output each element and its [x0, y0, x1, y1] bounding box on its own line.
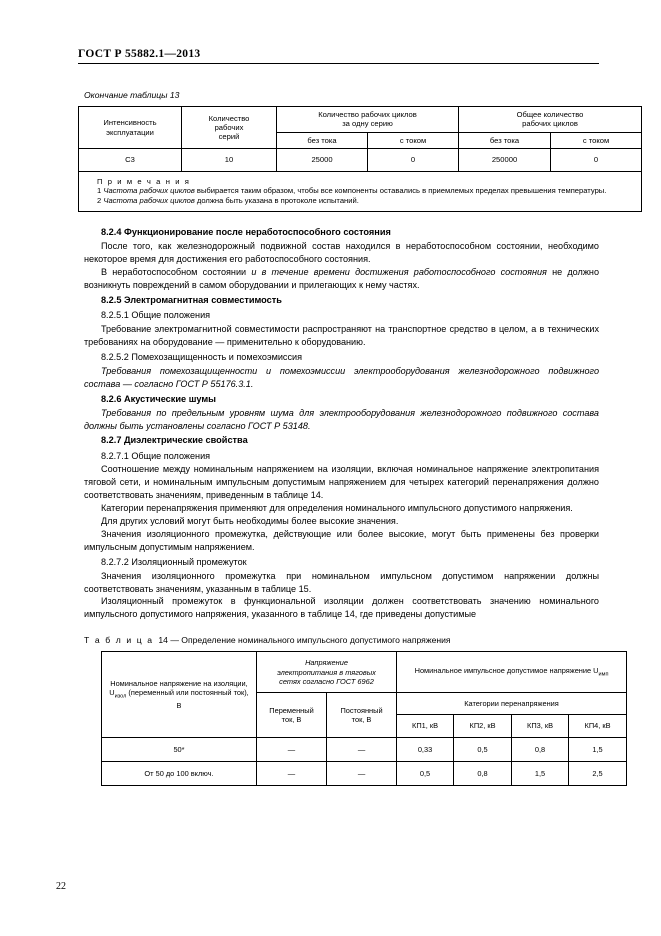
table14-header-nominal-voltage: Номинальное напряжение на изоляции, $U_{изол}$ (переменный или постоянный ток), В: [102, 652, 257, 737]
table14-cell: От 50 до 100 включ.: [102, 761, 257, 785]
table13-subheader-current-1: с током: [368, 132, 459, 148]
heading-8-2-4: 8.2.4 Функционирование после неработоспособного состояния: [101, 227, 391, 238]
table-row: [79, 107, 642, 133]
table13-notes-title: П р и м е ч а н и я: [97, 176, 191, 186]
table13-cell: 25000: [277, 149, 368, 171]
paragraph: Требование электромагнитной совместимости распространяют на транспортное средство в целом, а в технических требованиях на оборудование — применительно к оборудованию.: [84, 324, 599, 347]
paragraph-part: не должно возникнуть повреждений в самом оборудовании и прилегающих к нему частях.: [84, 267, 600, 291]
table14-header-kp3: КП3, кВ: [512, 715, 569, 737]
table14-header-ac: Переменный ток, В: [257, 693, 327, 738]
table14-header-kp4: КП4, кВ: [569, 715, 627, 737]
paragraph: Требования помехозащищенности и помехоэмиссии электрооборудования железнодорожного подвижного состава — согласно ГОСТ Р 55176.3.1.: [84, 365, 599, 389]
table-13: [78, 106, 642, 212]
table14-cell: —: [257, 761, 327, 785]
heading-8-2-5-2: 8.2.5.2 Помехозащищенность и помехоэмиссия: [101, 351, 303, 362]
table14-cell: 2,5: [569, 761, 627, 785]
table13-caption: Окончание таблицы 13: [84, 90, 180, 100]
table14-caption-label: Т а б л и ц а: [84, 635, 154, 646]
table14-header-dc: Постоянный ток, В: [327, 693, 397, 738]
table14-header-kp2: КП2, кВ: [454, 715, 512, 737]
table14-caption-text: — Определение номинального импульсного допустимого напряжения: [170, 635, 451, 646]
table13-header-intensity: Интенсивность эксплуатации: [79, 107, 182, 149]
table14-header-impulse-voltage: Номинальное импульсное допустимое напряжение $U_{имп}$: [397, 652, 627, 693]
heading-8-2-5-1: 8.2.5.1 Общие положения: [101, 310, 211, 321]
table13-header-series: Количество рабочих серий: [182, 107, 277, 149]
page-number: 22: [56, 881, 66, 892]
heading-8-2-7: 8.2.7 Диэлектрические свойства: [101, 435, 248, 446]
table14-cell: 50*: [102, 737, 257, 761]
heading-8-2-5: 8.2.5 Электромагнитная совместимость: [101, 295, 282, 306]
table13-note-item: 1 Частота рабочих циклов выбирается таким образом, чтобы все компоненты оставались в приемлемых пределах превышения температуры.: [97, 186, 607, 196]
paragraph: Требования по предельным уровням шума для электрооборудования железнодорожного подвижного состава должны быть установлены согласно ГОСТ Р 53148.: [84, 407, 599, 431]
table14-cell: 0,8: [512, 737, 569, 761]
table13-notes: [79, 171, 642, 211]
paragraph: Соотношение между номинальным напряжением на изоляции, включая номинальное напряжение электропитания тяговой сети, и номинальным импульсным допустимым напряжением для четырех категорий перенапряжения должно соответствовать значениям, приведенным в таблице 14.: [84, 464, 599, 501]
paragraph: Значения изоляционного промежутка при номинальном импульсном допустимом напряжении должны соответствовать значениям, указанным в таблице 15.: [84, 570, 599, 594]
table-row: [102, 737, 627, 761]
table-row: [102, 652, 627, 693]
table-row: [79, 149, 642, 171]
table13-cell: 250000: [459, 149, 551, 171]
table-row: [79, 171, 642, 211]
page-header: ГОСТ Р 55882.1—2013: [78, 48, 599, 64]
table13-subheader-no-current-2: без тока: [459, 132, 551, 148]
table14-cell: 0,8: [454, 761, 512, 785]
heading-8-2-6: 8.2.6 Акустические шумы: [101, 393, 216, 404]
paragraph: [84, 266, 599, 292]
paragraph-part: В неработоспособном состоянии: [101, 267, 252, 278]
table14-header-supply-voltage: Напряжение электропитания в тяговых сетях согласно ГОСТ 6962: [257, 652, 397, 693]
table13-cell: 0: [368, 149, 459, 171]
table13-cell: 10: [182, 149, 277, 171]
section-8-2-4: [84, 226, 599, 621]
table13-cell: 0: [551, 149, 642, 171]
table14-cell: 1,5: [512, 761, 569, 785]
table13-subheader-no-current-1: без тока: [277, 132, 368, 148]
table14-cell: 0,5: [397, 761, 454, 785]
table13-subheader-current-2: с током: [551, 132, 642, 148]
table-14: [101, 651, 627, 786]
table13-cell: C3: [79, 149, 182, 171]
table14-cell: —: [327, 737, 397, 761]
table14-cell: —: [257, 737, 327, 761]
paragraph-part-italic: и в течение времени достижения работоспособного состояния: [251, 267, 547, 278]
table14-header-overvoltage-categories: Категории перенапряжения: [397, 693, 627, 715]
paragraph: Категории перенапряжения применяют для определения номинального импульсного допустимого напряжения.: [101, 503, 573, 514]
paragraph: После того, как железнодорожный подвижной состав находился в неработоспособном состоянии, необходимо некоторое время для достижения его работоспособного состояния.: [84, 241, 599, 265]
table14-cell: 1,5: [569, 737, 627, 761]
table14-cell: —: [327, 761, 397, 785]
table14-caption: [84, 635, 605, 645]
table14-cell: 0,5: [454, 737, 512, 761]
table13-header-cycles-per-series: Количество рабочих циклов за одну серию: [277, 107, 459, 133]
table14-cell: 0,33: [397, 737, 454, 761]
paragraph: Изоляционный промежуток в функциональной изоляции должен соответствовать значению номинального импульсного допустимого напряжения, указанного в таблице 14, где приведены допустимые: [84, 596, 599, 620]
paragraph: Для других условий могут быть необходимы более высокие значения.: [101, 516, 399, 527]
paragraph: Значения изоляционного промежутка, действующие или более высокие, могут быть применены без проверки импульсным допустимым напряжением.: [84, 528, 599, 552]
table14-header-kp1: КП1, кВ: [397, 715, 454, 737]
table13-header-total-cycles: Общее количество рабочих циклов: [459, 107, 642, 133]
table13-note-item: 2 Частота рабочих циклов должна быть указана в протоколе испытаний.: [97, 195, 359, 205]
heading-8-2-7-1: 8.2.7.1 Общие положения: [101, 450, 211, 461]
table-row: [102, 761, 627, 785]
table14-caption-number: 14: [158, 635, 168, 646]
heading-8-2-7-2: 8.2.7.2 Изоляционный промежуток: [101, 556, 247, 567]
